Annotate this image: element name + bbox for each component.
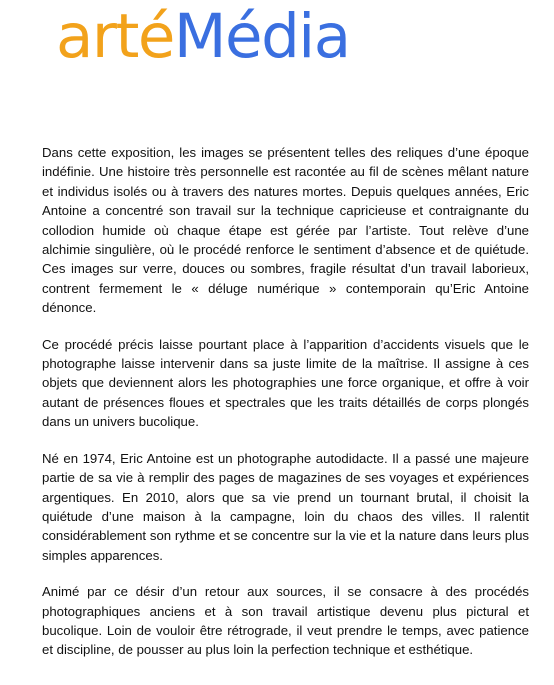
paragraph-retour-aux-sources: Animé par ce désir d’un retour aux sources, il se consacre à des procédés photographiques anciens et à son travail artistique devenu plus pictural et bucolique. Loin de vouloir être rétrograde, il veut prendre le temps, avec patience et discipline, de pousser au plus loin la perfection technique et esthétique. (42, 584, 529, 658)
article-body (42, 143, 529, 677)
paragraph-exposition: Dans cette exposition, les images se présentent telles des reliques d’une époque indéfinie. Une histoire très personnelle est racontée au fil de scènes mêlant nature et individus isolés ou à travers des natures mortes. Depuis quelques années, Eric Antoine a concentré son travail sur la technique capricieuse et contraignante du collodion humide où chaque étape est gérée par l’artiste. Tout relève d’une alchimie singulière, où le procédé renforce le sentiment d’absence et de quiétude. Ces images sur verre, douces ou sombres, fragile résultat d’un travail laborieux, contrent fermement le « déluge numérique » contemporain qu’Eric Antoine dénonce. (42, 145, 529, 316)
paragraph-biographie: Né en 1974, Eric Antoine est un photographe autodidacte. Il a passé une majeure partie de sa vie à remplir des pages de magazines de ses voyages et expériences argentiques. En 2010, alors que sa vie prend un tournant brutal, il choisit la quiétude d’une maison à la campagne, loin du chaos des villes. Il ralentit considérablement son rythme et se concentre sur la vie et la nature dans leurs plus simples apparences. (42, 450, 529, 563)
artemedia-logo (56, 1, 350, 72)
logo-arte-text: arté (56, 1, 174, 72)
logo-media-text: Média (173, 1, 350, 72)
paragraph-procede: Ce procédé précis laisse pourtant place à l’apparition d’accidents visuels que le photographe laisse intervenir dans sa juste limite de la maîtrise. Il assigne à ces objets que deviennent alors les photographies une force organique, et offre à voir autant de présences floues et spectrales que les traits détaillés de corps plongés dans un univers bucolique. (42, 336, 529, 430)
